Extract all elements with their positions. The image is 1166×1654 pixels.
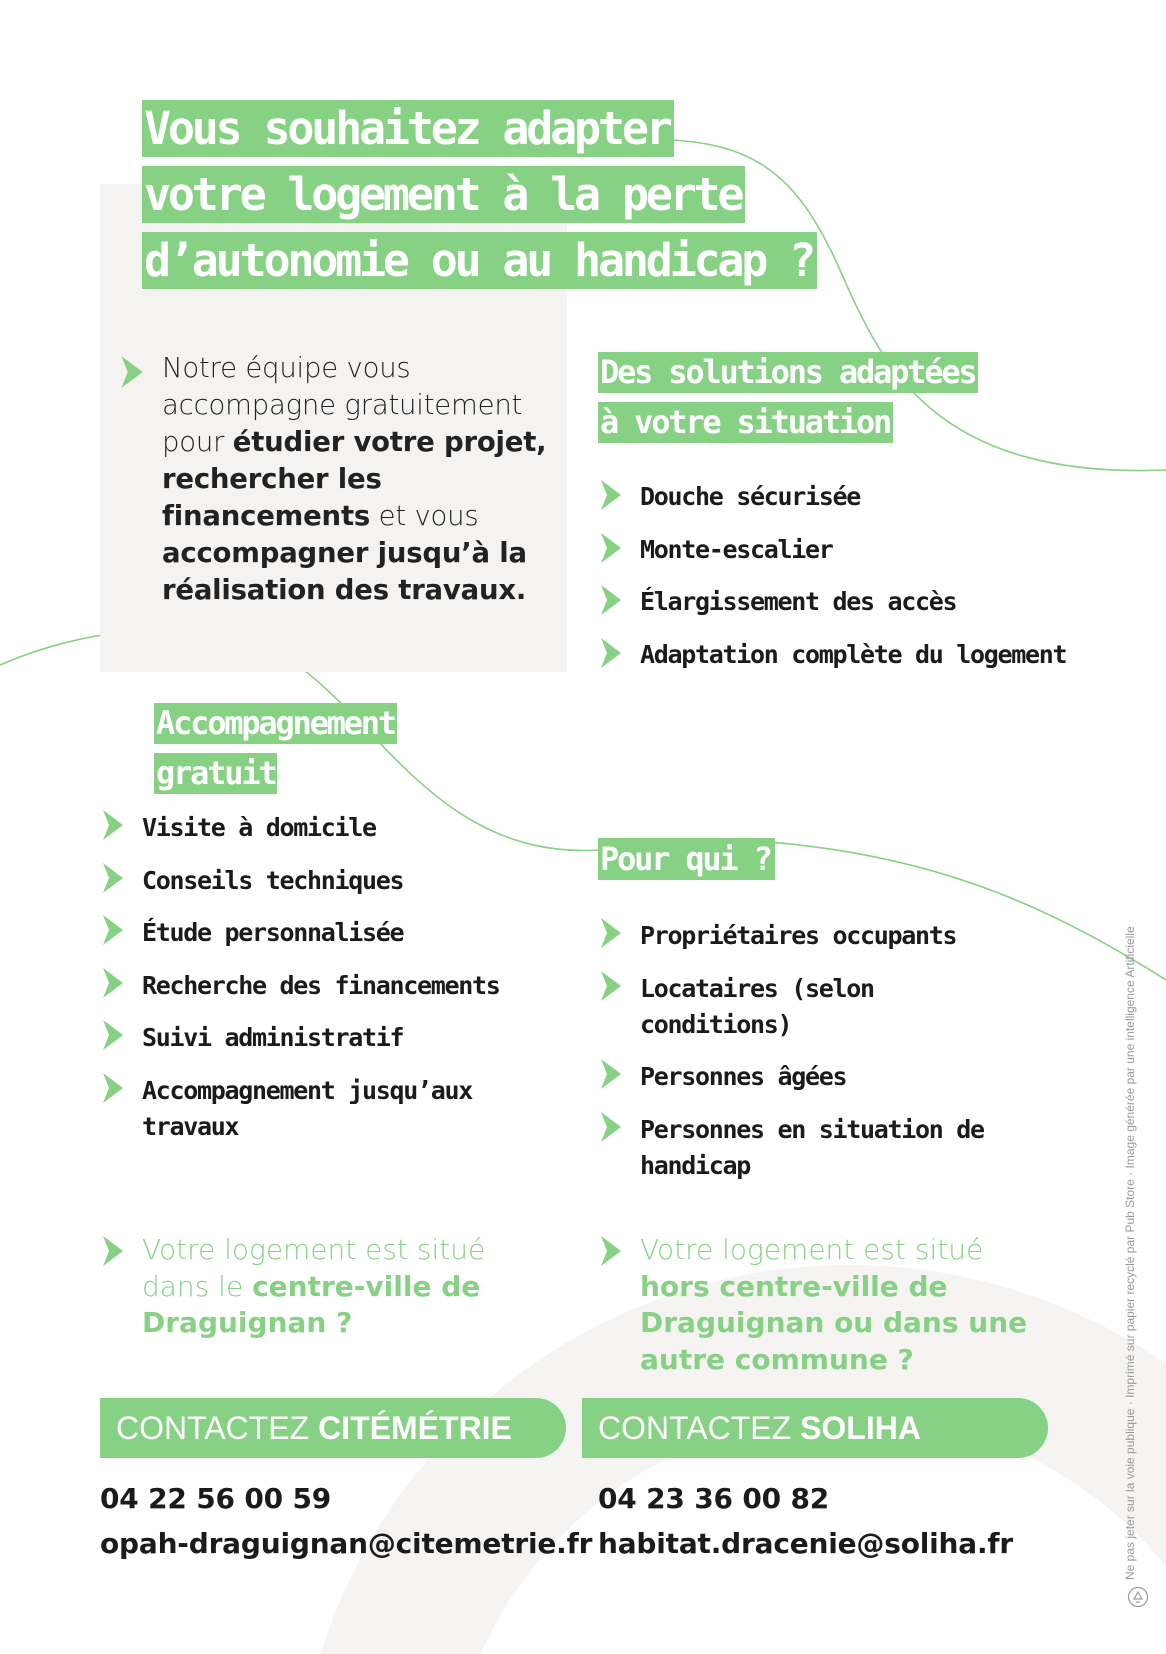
pour-qui-heading bbox=[598, 838, 775, 880]
chevron-right-icon bbox=[100, 1234, 126, 1268]
list-item bbox=[598, 585, 1066, 638]
chevron-right-icon bbox=[100, 966, 126, 1000]
chevron-right-icon bbox=[100, 1018, 126, 1052]
list-item bbox=[100, 1073, 540, 1145]
list-item-label: Conseils techniques bbox=[142, 865, 404, 895]
list-item bbox=[598, 1112, 1018, 1184]
list-item-label: Propriétaires occupants bbox=[640, 921, 957, 950]
list-item bbox=[598, 533, 1066, 586]
contact-details-citemetrie bbox=[100, 1476, 592, 1566]
chevron-right-icon bbox=[598, 478, 624, 512]
list-item bbox=[598, 480, 1066, 533]
chevron-right-icon bbox=[100, 808, 126, 842]
list-item-label: Adaptation complète du logement bbox=[640, 639, 1067, 669]
email-address[interactable]: habitat.dracenie@soliha.fr bbox=[598, 1527, 1013, 1560]
list-item-label: Élargissement des accès bbox=[640, 587, 957, 616]
chevron-right-icon bbox=[598, 1234, 624, 1268]
intro-text-2: et vous bbox=[370, 500, 479, 532]
intro-bold-1: étudier votre projet, rechercher les financements bbox=[162, 426, 547, 532]
list-item bbox=[598, 1059, 1018, 1095]
contact-org-name: CITÉMÉTRIE bbox=[318, 1410, 512, 1446]
solutions-heading bbox=[598, 352, 978, 452]
question-text: Votre logement est situé bbox=[640, 1233, 984, 1266]
chevron-right-icon bbox=[598, 1057, 624, 1091]
chevron-right-icon bbox=[100, 913, 126, 947]
heading-line: gratuit bbox=[156, 754, 276, 792]
question-bold: centre-ville de Draguignan ? bbox=[142, 1269, 481, 1339]
list-item-label: Douche sécurisée bbox=[640, 482, 861, 511]
title-line: d’autonomie ou au handicap ? bbox=[142, 232, 817, 289]
question-centre-ville bbox=[100, 1232, 540, 1342]
chevron-right-icon bbox=[100, 861, 126, 895]
list-item-label: Monte-escalier bbox=[640, 534, 833, 564]
list-item-label: Personnes âgées bbox=[640, 1062, 847, 1091]
recycle-icon bbox=[1127, 1586, 1149, 1608]
phone-number[interactable]: 04 23 36 00 82 bbox=[598, 1482, 830, 1515]
chevron-right-icon bbox=[598, 531, 624, 565]
list-item-label: Recherche des financements bbox=[142, 970, 500, 1000]
solutions-list bbox=[598, 480, 1066, 690]
pour-qui-list bbox=[598, 918, 1018, 1200]
list-item bbox=[100, 968, 540, 1004]
title-line: votre logement à la perte bbox=[142, 166, 745, 223]
list-item bbox=[598, 918, 1018, 954]
question-bold: hors centre-ville de Draguignan ou dans une autre commune ? bbox=[640, 1269, 1028, 1376]
contact-label: CONTACTEZ bbox=[598, 1410, 801, 1446]
chevron-right-icon bbox=[598, 583, 624, 617]
chevron-right-icon bbox=[598, 1110, 624, 1144]
contact-label: CONTACTEZ bbox=[116, 1410, 319, 1446]
contact-soliha-banner bbox=[582, 1398, 1048, 1458]
chevron-right-icon bbox=[598, 969, 624, 1003]
phone-number[interactable]: 04 22 56 00 59 bbox=[100, 1482, 332, 1515]
intro-text-block bbox=[118, 350, 558, 609]
chevron-right-icon bbox=[118, 354, 144, 388]
list-item bbox=[100, 810, 540, 846]
chevron-right-icon bbox=[598, 636, 624, 670]
list-item bbox=[100, 1020, 540, 1056]
list-item-label: Accompagnement jusqu’aux travaux bbox=[142, 1075, 473, 1141]
page-title bbox=[142, 100, 817, 298]
accompagnement-heading bbox=[154, 703, 397, 803]
intro-text-1: Notre équipe vous accompagne gratuitement pour bbox=[162, 352, 523, 458]
contact-citemetrie-banner bbox=[100, 1398, 566, 1458]
legal-side-note: Ne pas jeter sur la voie publique · Imprimé sur papier recyclé par Pub Store · Image générée par une intelligence Artificielle bbox=[1123, 926, 1137, 1580]
list-item bbox=[100, 863, 540, 899]
list-item bbox=[100, 915, 540, 951]
chevron-right-icon bbox=[598, 916, 624, 950]
contact-org-name: SOLIHA bbox=[800, 1410, 921, 1446]
heading-line: à votre situation bbox=[598, 402, 893, 443]
heading-line: Pour qui ? bbox=[598, 838, 775, 880]
list-item-label: Personnes en situation de handicap bbox=[640, 1114, 984, 1180]
heading-line: Accompagnement bbox=[156, 704, 395, 742]
contact-details-soliha bbox=[598, 1476, 1013, 1566]
list-item bbox=[598, 971, 1018, 1043]
title-line: Vous souhaitez adapter bbox=[142, 100, 674, 157]
question-hors-centre-ville bbox=[598, 1232, 1038, 1378]
chevron-right-icon bbox=[100, 1071, 126, 1105]
intro-paragraph bbox=[162, 350, 558, 609]
list-item-label: Visite à domicile bbox=[142, 813, 376, 842]
question-text: Votre logement est situé dans le bbox=[142, 1233, 486, 1303]
list-item-label: Étude personnalisée bbox=[142, 918, 404, 947]
accompagnement-list bbox=[100, 810, 540, 1161]
list-item-label: Suivi administratif bbox=[142, 1023, 404, 1052]
list-item bbox=[598, 638, 1066, 691]
intro-bold-2: accompagner jusqu’à la réalisation des travaux. bbox=[162, 537, 527, 606]
email-address[interactable]: opah-draguignan@citemetrie.fr bbox=[100, 1527, 593, 1560]
list-item-label: Locataires (selon conditions) bbox=[640, 973, 874, 1039]
heading-line: Des solutions adaptées bbox=[598, 352, 978, 393]
